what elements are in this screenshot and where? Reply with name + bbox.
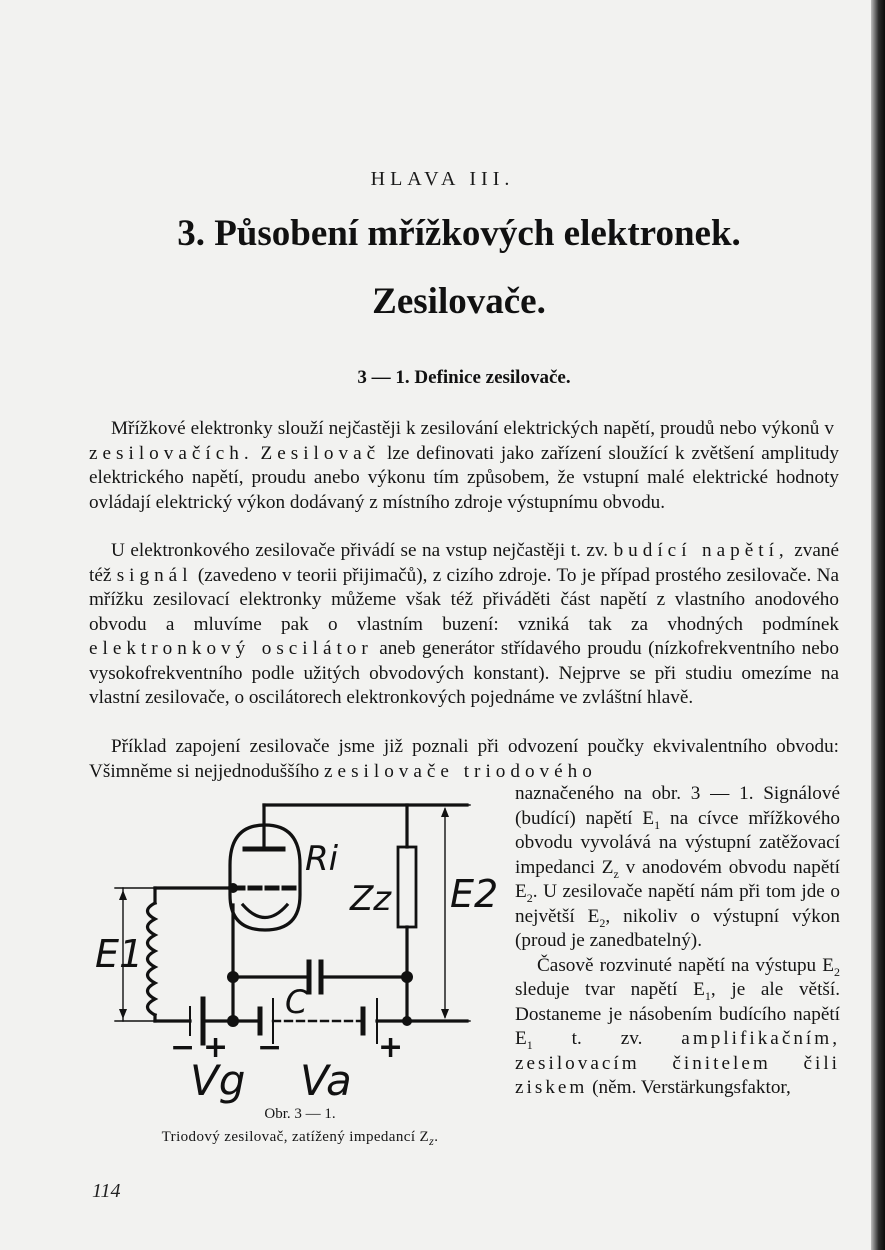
text-run: . U zesilovače napětí nám při tom jde o největší E xyxy=(515,881,840,927)
spaced-term: zesilovače triodového xyxy=(324,760,597,782)
figure-caption-text xyxy=(95,1129,505,1146)
text-run: (zavedeno v teorii přijimačů), z cizího zdroje. To je případ prostého zesilovače. Na mřížku zesilovací elektronky můžeme však též přiváděti část napětí z vlastního anodového obvodu a mluvíme pak o vlastním buzení: vzniká tak za vhodných podmínek xyxy=(89,564,839,635)
node-cathode-bottom xyxy=(227,1015,239,1027)
spaced-term: Zesilovač xyxy=(260,442,381,464)
node-anode-bottom xyxy=(402,1016,412,1026)
label-e1: E1 xyxy=(95,932,144,976)
spaced-term: elektronkový oscilátor xyxy=(89,638,373,659)
node-grid xyxy=(228,883,238,893)
paragraph-definition xyxy=(89,417,839,515)
zz-impedance xyxy=(398,847,416,927)
text-run: t. zv. xyxy=(532,1028,682,1049)
chapter-title-line2: Zesilovače. xyxy=(372,281,546,322)
text-run: naznačeného na obr. 3 — 1. Signálové (budící) napětí E xyxy=(515,783,840,829)
label-va: Va xyxy=(300,1056,352,1105)
text-run: , nikoliv o výstupní výkon (proud je zanedbatelný). xyxy=(515,905,840,951)
label-e2: E2 xyxy=(450,872,499,916)
spaced-term: budící napětí, xyxy=(613,540,789,561)
label-minus-va: − xyxy=(257,1030,283,1065)
text-run: Příklad zapojení zesilovače jsme již poznali při odvození poučky ekvivalentního obvodu: Všimněme si nejjednoduššího xyxy=(89,736,839,782)
subscript: 1 xyxy=(654,817,661,832)
figure-caption-number: Obr. 3 — 1. xyxy=(264,1106,336,1122)
paragraph-example xyxy=(89,735,839,784)
text-run: lze definovati jako zařízení sloužící k zvětšení amplitudy elektrického napětí, proudu anebo výkonu tím způsobem, že vstupní malé elektrické hodnoty ovládají elektrický výkon dodávaný z místního zdroje výstupnímu obvodu. xyxy=(89,442,839,513)
e1-arrow-down xyxy=(119,1009,127,1019)
text-run: Triodový zesilovač, zatížený impedancí Z xyxy=(161,1129,430,1145)
text-run: Mřížkové elektronky slouží nejčastěji k zesilování elektrických napětí, proudů nebo výkonů xyxy=(111,418,825,439)
label-plus-vg: + xyxy=(203,1030,229,1065)
grid-coil xyxy=(148,903,156,1015)
text-run: U elektronkového zesilovače přivádí se na vstup nejčastěji t. zv. xyxy=(111,540,614,561)
node-anode-cap xyxy=(401,971,413,983)
subscript: 1 xyxy=(704,988,711,1003)
e2-arrow-down xyxy=(441,1009,449,1019)
subscript: z xyxy=(613,866,619,881)
cathode xyxy=(243,905,287,918)
subscript: 2 xyxy=(526,890,533,905)
subscript: z xyxy=(429,1134,435,1148)
paragraph-input-signal xyxy=(89,539,839,711)
triode-amplifier-circuit-figure xyxy=(95,785,505,1115)
node-cathode-cap xyxy=(227,971,239,983)
subscript: 2 xyxy=(834,964,840,979)
text-run: , je ale větší. Dostaneme je násobením budícího napětí E xyxy=(515,979,840,1049)
label-vg: Vg xyxy=(190,1056,246,1105)
text-run: . xyxy=(434,1129,439,1145)
paragraph-amplification xyxy=(515,954,840,1101)
spaced-term: v zesilovačích. xyxy=(89,418,839,464)
wrapped-text-column xyxy=(515,782,840,1101)
paragraph-signal-voltage xyxy=(515,782,840,954)
label-ri: Ri xyxy=(305,839,339,879)
text-run: (něm. Verstärkungsfaktor, xyxy=(587,1077,791,1098)
spaced-term: amplifikačním, zesilovacím činitelem čili ziskem xyxy=(515,1028,840,1098)
text-run: na cívce mřížkového obvodu vyvolává na výstupní zatěžovací impedanci Z xyxy=(515,807,841,878)
page-number: 114 xyxy=(92,1180,121,1202)
e1-arrow-up xyxy=(119,890,127,900)
label-zz: Zz xyxy=(350,879,392,919)
e2-arrow-up xyxy=(441,807,449,817)
text-run: aneb generátor střídavého proudu (nízkofrekventního nebo vysokofrekventního podle užitých obvodových konstant). Nejprve se při studiu omezíme na vlastní zesilovače, o oscilátorech elektronkových pojednáme ve zvláštní hlavě. xyxy=(89,638,839,708)
label-minus-vg: − xyxy=(170,1030,196,1065)
text-run: Časově rozvinuté napětí na výstupu E xyxy=(537,954,834,976)
text-run: zvané též xyxy=(89,540,839,586)
chapter-heading: HLAVA III. xyxy=(370,168,515,190)
text-run xyxy=(254,443,261,464)
section-heading: 3 — 1. Definice zesilovače. xyxy=(357,367,571,388)
spaced-term: signál xyxy=(116,564,193,586)
subscript: 2 xyxy=(599,915,606,930)
text-run: v anodovém obvodu napětí E xyxy=(515,856,840,902)
chapter-title-line1: 3. Působení mřížkových elektronek. xyxy=(177,213,741,254)
label-c: C xyxy=(285,983,308,1021)
text-run: sleduje tvar napětí E xyxy=(515,979,705,1000)
label-plus-va: + xyxy=(378,1030,404,1065)
subscript: 1 xyxy=(526,1037,533,1052)
